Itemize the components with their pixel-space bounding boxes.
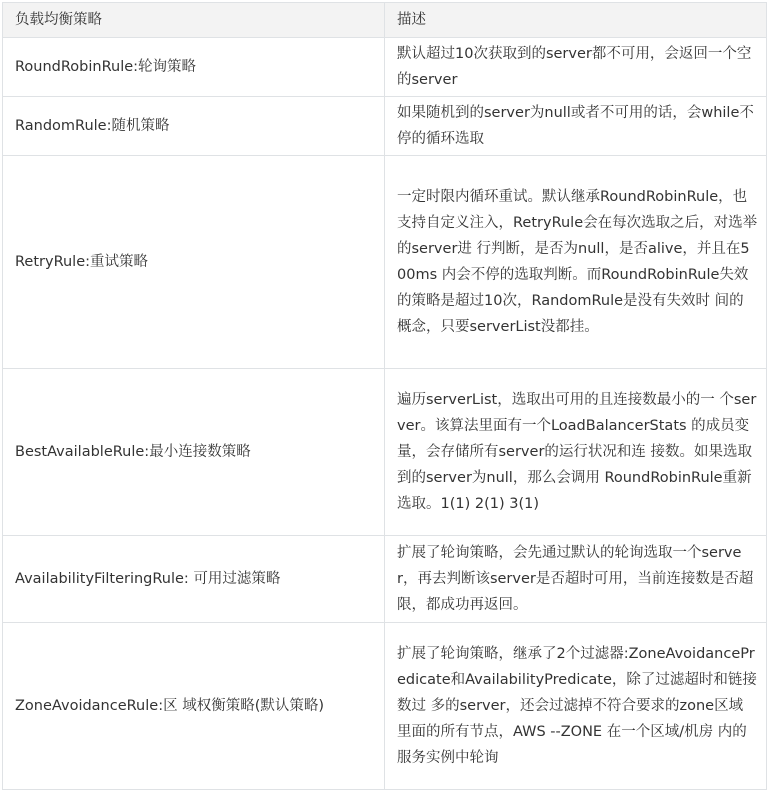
table-row (3, 97, 767, 156)
strategy-cell: AvailabilityFilteringRule: 可用过滤策略 (3, 536, 385, 623)
description-cell: 扩展了轮询策略，继承了2个过滤器:ZoneAvoidancePredicate和AvailabilityPredicate，除了过滤超时和链接数过 多的server，还会过滤掉不符合要求的zone区域 里面的所有节点，AWS --ZONE 在一个区域/机房 内的服务实例中轮询 (385, 623, 767, 790)
table-row (3, 369, 767, 536)
table-row (3, 536, 767, 623)
strategy-cell: RoundRobinRule:轮询策略 (3, 38, 385, 97)
header-description: 描述 (385, 3, 767, 38)
header-strategy: 负载均衡策略 (3, 3, 385, 38)
table-header-row (3, 3, 767, 38)
strategy-cell: RetryRule:重试策略 (3, 156, 385, 369)
description-cell: 如果随机到的server为null或者不可用的话，会while不停的循环选取 (385, 97, 767, 156)
description-cell: 扩展了轮询策略，会先通过默认的轮询选取一个server，再去判断该server是否超时可用，当前连接数是否超限，都成功再返回。 (385, 536, 767, 623)
strategy-cell: RandomRule:随机策略 (3, 97, 385, 156)
table-row (3, 38, 767, 97)
strategy-table (2, 2, 767, 790)
strategy-cell: ZoneAvoidanceRule:区 域权衡策略(默认策略) (3, 623, 385, 790)
table-row (3, 623, 767, 790)
description-cell: 一定时限内循环重试。默认继承RoundRobinRule，也支持自定义注入，RetryRule会在每次选取之后，对选举的server进 行判断，是否为null，是否alive，并且在500ms 内会不停的选取判断。而RoundRobinRule失效 的策略是超过10次，RandomRule是没有失效时 间的概念，只要serverList没都挂。 (385, 156, 767, 369)
description-cell: 默认超过10次获取到的server都不可用，会返回一个空的server (385, 38, 767, 97)
table-row (3, 156, 767, 369)
description-cell: 遍历serverList，选取出可用的且连接数最小的一 个server。该算法里面有一个LoadBalancerStats 的成员变量，会存储所有server的运行状况和连 接数。如果选取到的server为null，那么会调用 RoundRobinRule重新选取。1(1) 2(1) 3(1) (385, 369, 767, 536)
strategy-cell: BestAvailableRule:最小连接数策略 (3, 369, 385, 536)
